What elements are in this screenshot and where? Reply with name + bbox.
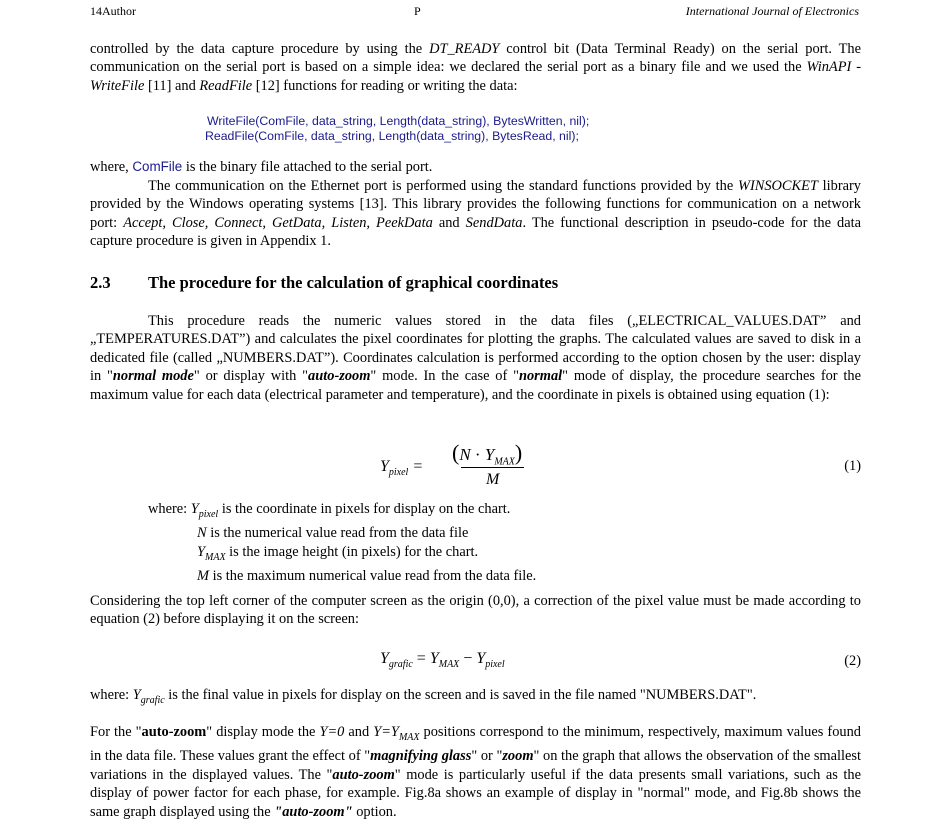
eq1-fraction-bar [461,467,524,468]
equation-1-number: (1) [844,458,861,474]
equation-1 [380,438,580,498]
running-header-page: P [414,4,421,18]
where-item-n: N is the numerical value read from the data file [197,525,469,542]
code-line-writefile: WriteFile(ComFile, data_string, Length(data_string), BytesWritten, nil); [207,114,590,128]
running-header-author: 14Author [90,4,136,18]
eq1-denominator: M [486,471,500,488]
paragraph-ygrafic: where: $Y_{grafic}$ is the final value in pixels for display on the screen and is saved in the file named "NUMBERS.DAT". [90,687,757,706]
section-heading [90,273,558,293]
code-line-readfile: ReadFile(ComFile, data_string, Length(data_string), BytesRead, nil); [205,129,579,143]
paragraph-auto-zoom: For the "auto-zoom" display mode the Y=0 and $Y=Y_{MAX}$ positions correspond to the minimum, respectively, maximum values found in the data file. These values grant the effect of "magnifying glass" or "zoom" on the graph that allows the observation of the smallest variations in the displayed values. The "auto-zoom" mode is particularly useful if the data presents small variations, such as the display of power factor for each phase, for example. Fig.8a shows an example of display in "normal" mode, and Fig.8b shows the same graph displayed using the "auto-zoom" option. [90,724,862,820]
where-item-ymax: $Y_{MAX}$ is the image height (in pixels) for the chart. [197,543,479,563]
section-number: 2.3 [90,273,111,292]
equation-2-number: (2) [844,653,861,669]
running-header-journal: International Journal of Electronics [685,4,859,18]
paragraph-origin: Considering the top left corner of the computer screen as the origin (0,0), a correction of the pixel value must be made according to equation (2) before displaying it on the screen: [90,593,861,628]
paragraph-serial-port: controlled by the data capture procedure by using the DT_READY control bit (Data Terminal Ready) on the serial port. The communication on the serial port is based on a simple idea: we declared the serial port as a binary file and we used the WinAPI - WriteFile [11] and ReadFile [12] functions for reading or writing the data: [90,41,861,94]
where-item-m: M is the maximum numerical value read from the data file. [197,567,537,584]
where-item-ypixel: where: $Y_{pixel}$ is the coordinate in pixels for display on the chart. [148,501,511,520]
eq1-lhs: $Y_{pixel}$ = [380,458,424,479]
equation-2: $Y_{grafic} = Y_{MAX} - Y_{pixel}$ [380,650,505,671]
eq1-numerator: $(N \cdot Y_{MAX})$ [452,440,523,468]
where-list-1 [148,500,536,585]
paragraph-procedure: This procedure reads the numeric values stored in the data files („ELECTRICAL_VALUES.DAT” and „TEMPERATURES.DAT”) and calculates the pixel coordinates for plotting the graphs. The calculated values are saved to disk in a dedicated file (called „NUMBERS.DAT”). Coordinates calculation is performed according to the option chosen by the user: display in "normal mode" or display with "auto-zoom" mode. In the case of "normal" mode of display, the procedure searches for the maximum value for each data (electrical parameter and temperature), and the coordinate in pixels is obtained using equation (1): [90,313,861,403]
paragraph-comfile: where, ComFile is the binary file attached to the serial port. [90,159,433,175]
section-title: The procedure for the calculation of graphical coordinates [148,273,559,292]
paragraph-ethernet: The communication on the Ethernet port is performed using the standard functions provided by the WINSOCKET library provided by the Windows operating systems [13]. This library provides the following functions for communication on a network port: Accept, Close, Connect, GetData, Listen, PeekData and SendData. The functional description in pseudo-code for the data capture procedure is given in Appendix 1. [90,178,862,250]
code-block [205,114,589,144]
